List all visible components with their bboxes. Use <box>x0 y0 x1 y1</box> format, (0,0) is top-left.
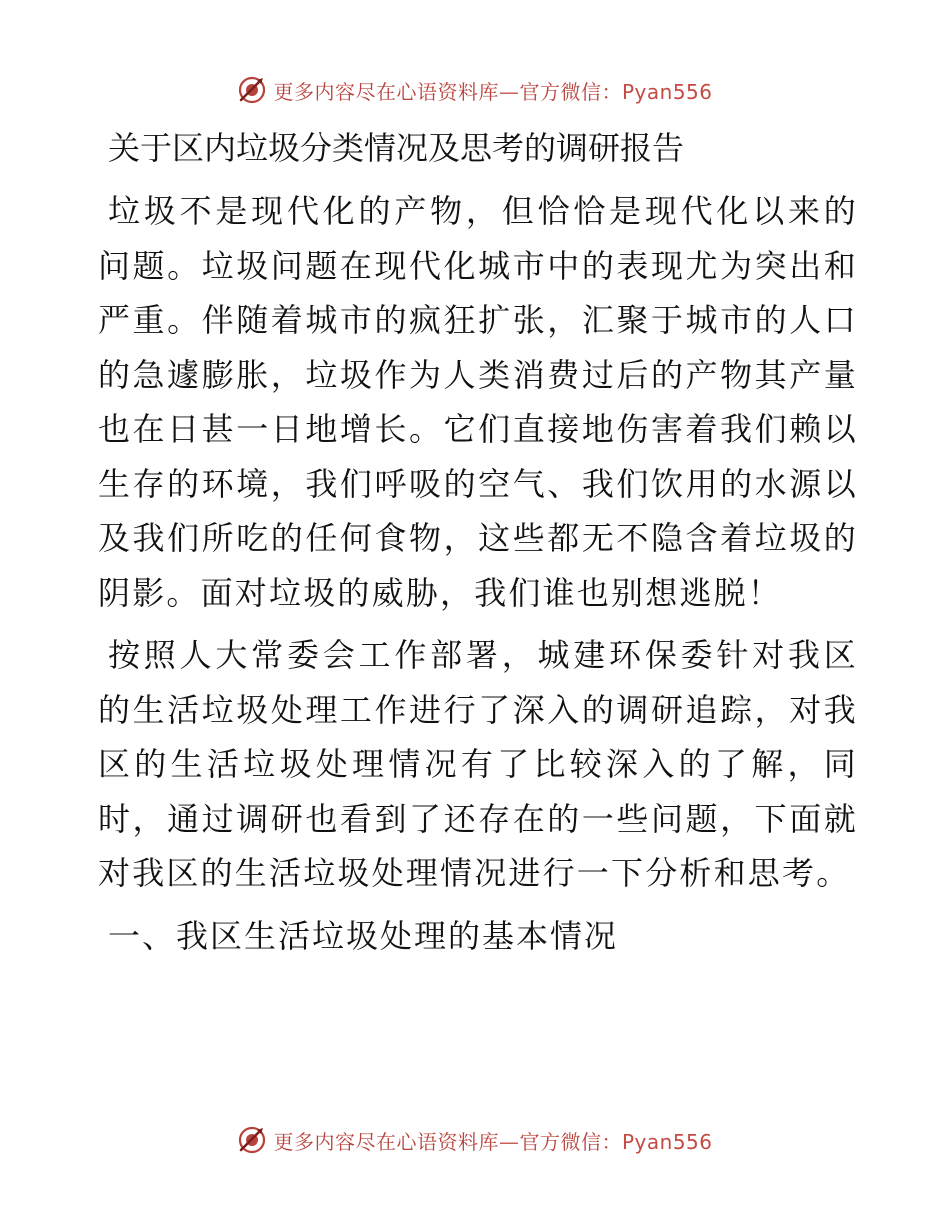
watermark-prefix: 更多内容尽在心语资料库 <box>273 1129 499 1154</box>
watermark-middle: 官方微信： <box>519 79 622 104</box>
watermark-text-bottom <box>273 1126 712 1155</box>
watermark-banner-top <box>0 70 950 110</box>
brand-logo-icon <box>237 1125 267 1155</box>
watermark-account: Pyan556 <box>621 79 713 104</box>
document-body <box>98 122 858 963</box>
paragraph-background: 按照人大常委会工作部署，城建环保委针对我区的生活垃圾处理工作进行了深入的调研追踪，对我区的生活垃圾处理情况有了比较深入的了解，同时，通过调研也看到了还存在的一些问题，下面就对我区的生活垃圾处理情况进行一下分析和思考。 <box>98 636 858 892</box>
document-title: 关于区内垃圾分类情况及思考的调研报告 <box>108 129 685 167</box>
watermark-middle: 官方微信： <box>519 1129 622 1154</box>
watermark-banner-bottom <box>0 1120 950 1160</box>
watermark-separator: — <box>498 79 520 104</box>
watermark-separator: — <box>498 1129 520 1154</box>
watermark-prefix: 更多内容尽在心语资料库 <box>273 79 499 104</box>
watermark-text-top <box>273 76 712 105</box>
watermark-account: Pyan556 <box>621 1129 713 1154</box>
paragraph-intro: 垃圾不是现代化的产物，但恰恰是现代化以来的问题。垃圾问题在现代化城市中的表现尤为突出和严重。伴随着城市的疯狂扩张，汇聚于城市的人口的急遽膨胀，垃圾作为人类消费过后的产物其产量也在日甚一日地增长。它们直接地伤害着我们赖以生存的环境，我们呼吸的空气、我们饮用的水源以及我们所吃的任何食物，这些都无不隐含着垃圾的阴影。面对垃圾的威胁，我们谁也别想逃脱！ <box>98 192 858 612</box>
section-heading: 一、我区生活垃圾处理的基本情况 <box>108 916 619 955</box>
brand-logo-icon <box>237 75 267 105</box>
